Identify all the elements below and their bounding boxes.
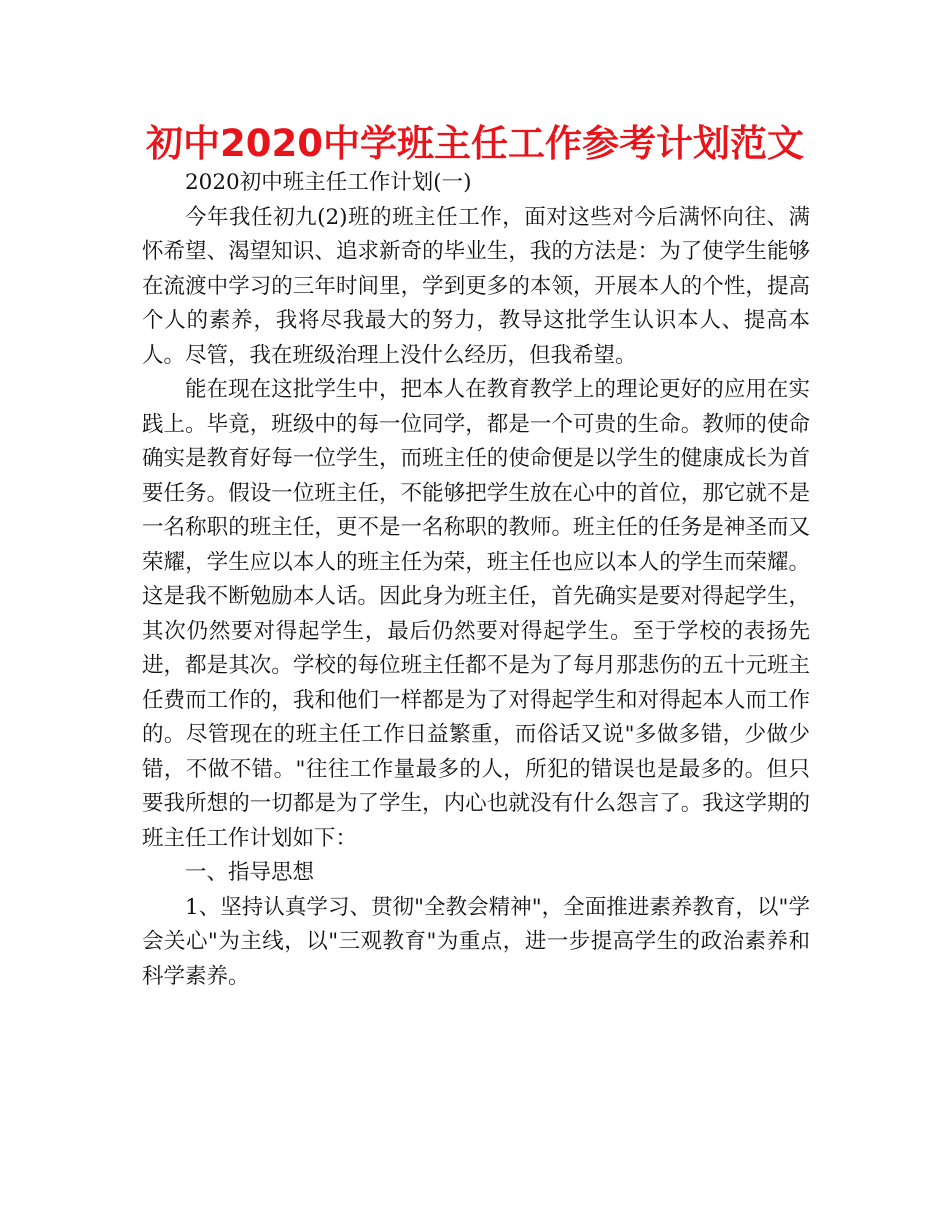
paragraph-3: 1、坚持认真学习、贯彻"全教会精神"，全面推进素养教育，以"学会关心"为主线，以"三观教育"为重点，进一步提高学生的政治素养和科学素养。 <box>142 894 810 989</box>
section-heading-guiding-ideology: 一、指导思想 <box>185 860 315 885</box>
document-body <box>142 166 810 994</box>
document-title: 初中2020中学班主任工作参考计划范文 <box>146 122 804 165</box>
document-subtitle: 2020初中班主任工作计划(一) <box>185 170 472 195</box>
paragraph-2: 能在现在这批学生中，把本人在教育教学上的理论更好的应用在实践上。毕竟，班级中的每一位同学，都是一个可贵的生命。教师的使命确实是教育好每一位学生，而班主任的使命便是以学生的健康成长为首要任务。假设一位班主任，不能够把学生放在心中的首位，那它就不是一名称职的班主任，更不是一名称职的教师。班主任的任务是神圣而又荣耀，学生应以本人的班主任为荣，班主任也应以本人的学生而荣耀。这是我不断勉励本人话。因此身为班主任，首先确实是要对得起学生，其次仍然要对得起学生，最后仍然要对得起学生。至于学校的表扬先进，都是其次。学校的每位班主任都不是为了每月那悲伤的五十元班主任费而工作的，我和他们一样都是为了对得起学生和对得起本人而工作的。尽管现在的班主任工作日益繁重，而俗话又说"多做多错，少做少错，不做不错。"往往工作量最多的人，所犯的错误也是最多的。但只要我所想的一切都是为了学生，内心也就没有什么怨言了。我这学期的班主任工作计划如下： <box>142 377 810 851</box>
paragraph-1: 今年我任初九(2)班的班主任工作，面对这些对今后满怀向往、满怀希望、渴望知识、追求新奇的毕业生，我的方法是：为了使学生能够在流渡中学习的三年时间里，学到更多的本领，开展本人的个性，提高个人的素养，我将尽我最大的努力，教导这批学生认识本人、提高本人。尽管，我在班级治理上没什么经历，但我希望。 <box>142 204 810 368</box>
